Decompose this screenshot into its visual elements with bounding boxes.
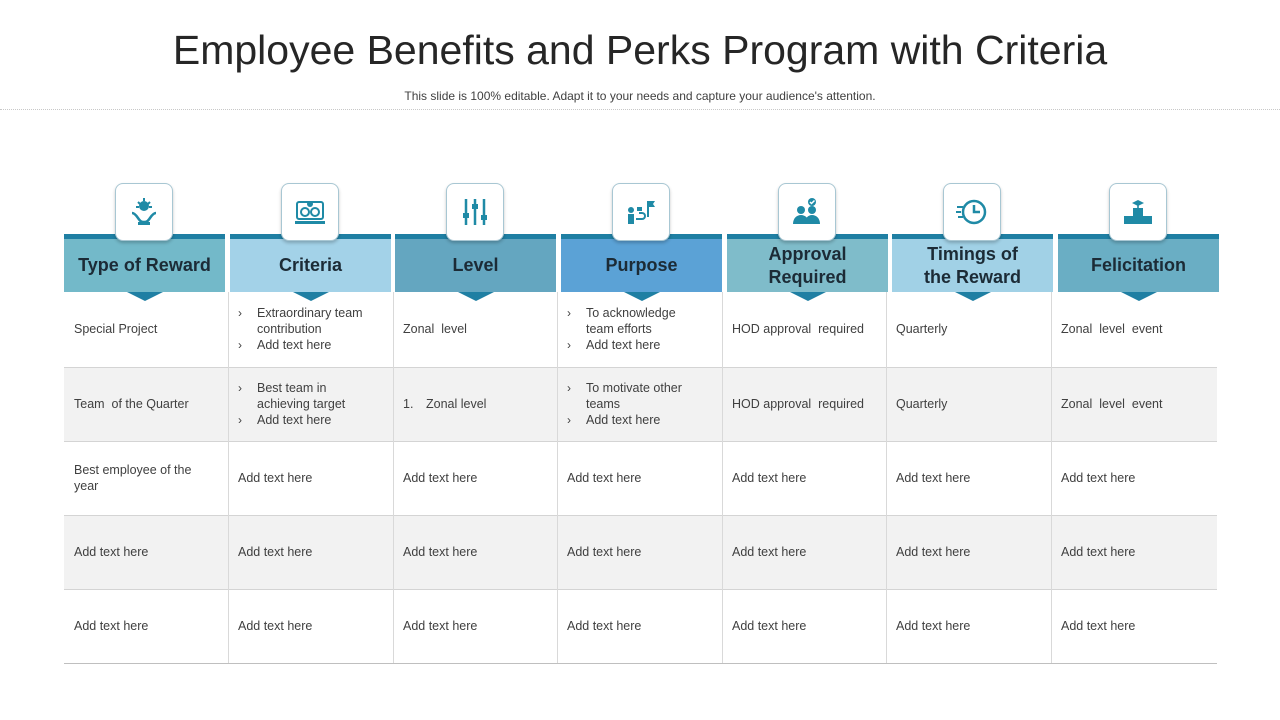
bullet-marker: ›	[238, 381, 242, 395]
table-cell	[393, 515, 557, 589]
hands-award-icon	[115, 183, 173, 241]
table-cell	[722, 589, 886, 663]
bullet-text: Best team in achieving target	[257, 381, 346, 411]
bullet-marker: ›	[238, 338, 242, 352]
column-header-6	[892, 234, 1053, 292]
bullet-item	[238, 380, 377, 412]
table-cell	[228, 589, 393, 663]
table-cell	[1051, 589, 1217, 663]
team-approval-icon	[778, 183, 836, 241]
bullet-text: To acknowledge team efforts	[586, 306, 676, 336]
table-cell	[393, 589, 557, 663]
row-divider	[64, 441, 1217, 442]
table-cell	[886, 367, 1051, 441]
column-divider	[722, 292, 723, 663]
cell-text: Add text here	[732, 545, 807, 559]
table-cell	[64, 367, 228, 441]
bullet-text: Add text here	[257, 338, 332, 352]
cell-text: Add text here	[896, 545, 971, 559]
bullet-text: Add text here	[257, 413, 332, 427]
cell-text: Add text here	[1061, 471, 1136, 485]
cell-text: Quarterly	[896, 322, 948, 336]
bullet-item	[567, 380, 706, 412]
table-cell	[557, 589, 722, 663]
table-cell	[557, 367, 722, 441]
bullet-item	[238, 305, 377, 337]
bullet-text: Extraordinary team contribution	[257, 306, 363, 336]
column-divider	[886, 292, 887, 663]
sliders-icon	[446, 183, 504, 241]
column-header-3	[395, 234, 556, 292]
row-divider	[64, 515, 1217, 516]
table-cell	[1051, 441, 1217, 515]
cell-text: Add text here	[403, 619, 478, 633]
cell-text: Add text here	[732, 619, 807, 633]
column-header-label: Level	[452, 255, 499, 275]
table-bottom-border	[64, 663, 1217, 664]
column-header-label: Type of Reward	[78, 255, 211, 275]
cell-text: Zonal level	[426, 397, 487, 411]
cell-text: Zonal level event	[1061, 322, 1163, 336]
table-cell	[393, 367, 557, 441]
cell-text: Add text here	[567, 619, 642, 633]
cell-text: Add text here	[567, 545, 642, 559]
cell-text: HOD approval required	[732, 322, 865, 336]
cell-text: Add text here	[74, 619, 149, 633]
cell-text: HOD approval required	[732, 397, 865, 411]
bullet-item	[238, 412, 377, 428]
cell-text: Team of the Quarter	[74, 397, 189, 411]
table-cell	[228, 367, 393, 441]
column-header-4	[561, 234, 722, 292]
row-divider	[64, 589, 1217, 590]
column-header-1	[64, 234, 225, 292]
cell-text: Zonal level event	[1061, 397, 1163, 411]
table-cell	[722, 441, 886, 515]
cell-text: Quarterly	[896, 397, 948, 411]
column-divider	[1051, 292, 1052, 663]
column-header-label: Criteria	[278, 255, 343, 275]
bullet-marker: ›	[567, 306, 571, 320]
column-divider	[557, 292, 558, 663]
bullet-text: To motivate other teams	[586, 381, 682, 411]
bullet-marker: ›	[567, 413, 571, 427]
cell-text: Add text here	[732, 471, 807, 485]
table-cell	[886, 515, 1051, 589]
podium-icon	[1109, 183, 1167, 241]
column-header-label: Purpose	[605, 255, 678, 275]
cell-text: Add text here	[1061, 545, 1136, 559]
cell-text: Add text here	[238, 619, 313, 633]
table-cell	[722, 515, 886, 589]
table-cell	[64, 589, 228, 663]
column-header-label: Approval Required	[768, 243, 847, 287]
cell-text: Add text here	[896, 619, 971, 633]
table-cell	[228, 292, 393, 366]
table-cell	[557, 292, 722, 366]
table-cell	[557, 515, 722, 589]
target-monitor-icon	[281, 183, 339, 241]
cell-text: Add text here	[896, 471, 971, 485]
cell-text: Add text here	[567, 471, 642, 485]
column-divider	[228, 292, 229, 663]
table-cell	[393, 292, 557, 366]
cell-text: Best employee of the year	[74, 463, 195, 493]
table-cell	[64, 441, 228, 515]
clock-speed-icon	[943, 183, 1001, 241]
slide-title: Employee Benefits and Perks Program with Criteria	[172, 27, 1108, 73]
table-cell	[722, 367, 886, 441]
cell-text: Add text here	[403, 545, 478, 559]
table-cell	[228, 441, 393, 515]
table-cell	[228, 515, 393, 589]
column-header-7	[1058, 234, 1219, 292]
path-flag-icon	[612, 183, 670, 241]
table-cell	[1051, 292, 1217, 366]
list-number: 1.	[403, 397, 414, 411]
table-cell	[64, 515, 228, 589]
table-cell	[1051, 367, 1217, 441]
cell-text: Add text here	[238, 471, 313, 485]
cell-text: Zonal level	[403, 322, 467, 336]
cell-text: Add text here	[403, 471, 478, 485]
table-cell	[1051, 515, 1217, 589]
bullet-text: Add text here	[586, 413, 661, 427]
bullet-item	[567, 305, 706, 337]
cell-text: Special Project	[74, 322, 158, 336]
bullet-marker: ›	[567, 381, 571, 395]
bullet-marker: ›	[238, 306, 242, 320]
column-header-5	[727, 234, 888, 292]
table-cell	[722, 292, 886, 366]
bullet-item	[238, 337, 377, 353]
table-cell	[886, 589, 1051, 663]
bullet-item	[567, 337, 706, 353]
column-header-2	[230, 234, 391, 292]
slide-subtitle: This slide is 100% editable. Adapt it to your needs and capture your audience's attention.	[404, 89, 876, 103]
bullet-item	[567, 412, 706, 428]
table-cell	[393, 441, 557, 515]
table-cell	[557, 441, 722, 515]
bullet-text: Add text here	[586, 338, 661, 352]
table-cell	[64, 292, 228, 366]
table-cell	[886, 292, 1051, 366]
cell-text: Add text here	[74, 545, 149, 559]
row-divider	[64, 367, 1217, 368]
bullet-marker: ›	[238, 413, 242, 427]
column-header-label: Timings of the Reward	[923, 243, 1022, 287]
column-divider	[393, 292, 394, 663]
cell-text: Add text here	[238, 545, 313, 559]
column-header-label: Felicitation	[1090, 255, 1186, 275]
bullet-marker: ›	[567, 338, 571, 352]
cell-text: Add text here	[1061, 619, 1136, 633]
table-cell	[886, 441, 1051, 515]
title-separator	[0, 109, 1280, 110]
